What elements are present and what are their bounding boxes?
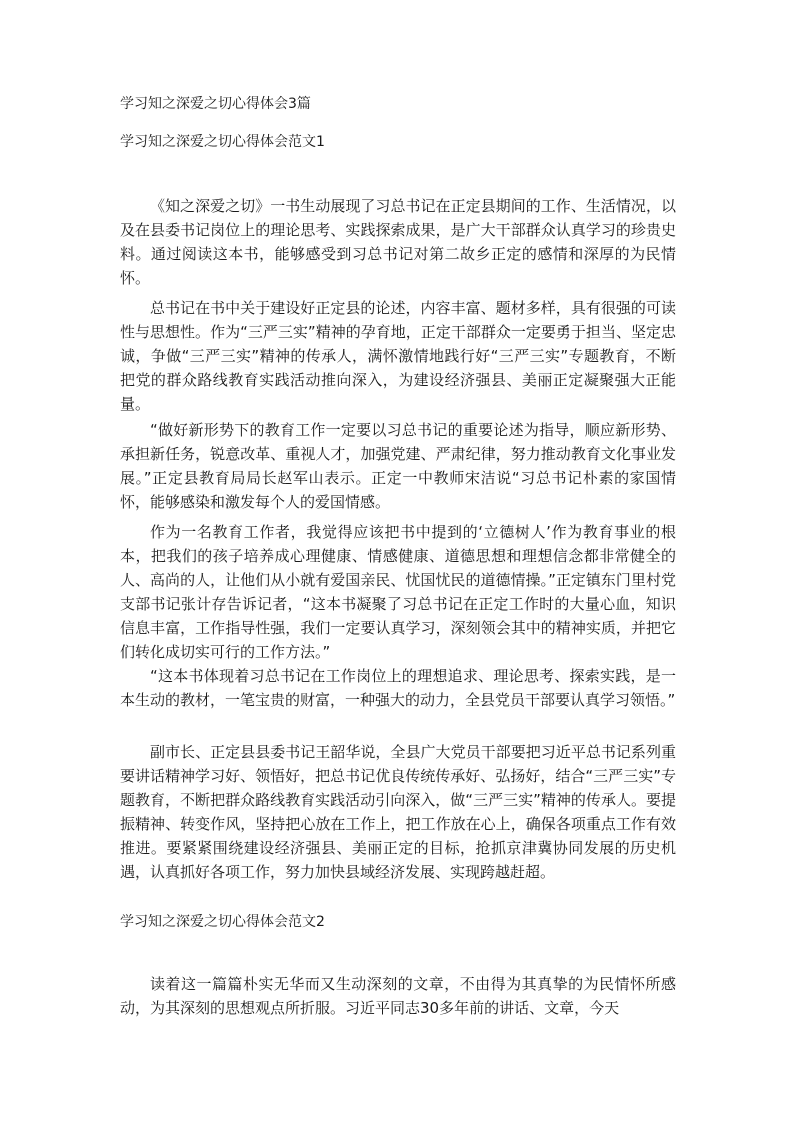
section-heading-2: 学习知之深爱之切心得体会范文2 [120,914,325,930]
paragraph: 总书记在书中关于建设好正定县的论述，内容丰富、题材多样，具有很强的可读性与思想性。作为“三严三实”精神的孕育地，正定干部群众一定要勇于担当、坚定忠诚，争做“三严三实”精神的传承人，满怀激情地践行好“三严三实”专题教育，不断把党的群众路线教育实践活动推向深入，为建设经济强县、美丽正定凝聚强大正能量。 [120,299,676,413]
paragraph: “这本书体现着习总书记在工作岗位上的理想追求、理论思考、探索实践，是一本生动的教材，一笔宝贵的财富，一种强大的动力，全县党员干部要认真学习领悟。” [120,667,676,709]
paragraph: 《知之深爱之切》一书生动展现了习总书记在正定县期间的工作、生活情况，以及在县委书记岗位上的理论思考、实践探索成果，是广大干部群众认真学习的珍贵史料。通过阅读这本书，能够感受到习总书记对第二故乡正定的感情和深厚的为民情怀。 [120,197,676,287]
section-heading-1: 学习知之深爱之切心得体会范文1 [120,134,325,150]
document-title: 学习知之深爱之切心得体会3篇 [120,96,311,112]
paragraph: “做好新形势下的教育工作一定要以习总书记的重要论述为指导，顺应新形势、承担新任务，锐意改革、重视人才，加强党建、严肃纪律，努力推动教育文化事业发展。”正定县教育局局长赵军山表示。正定一中教师宋洁说“习总书记朴素的家国情怀，能够感染和激发每个人的爱国情感。 [120,421,676,511]
paragraph: 读着这一篇篇朴实无华而又生动深刻的文章，不由得为其真挚的为民情怀所感动，为其深刻的思想观点所折服。习近平同志30多年前的讲话、文章，今天 [120,975,676,1017]
paragraph: 副市长、正定县县委书记王韶华说，全县广大党员干部要把习近平总书记系列重要讲话精神学习好、领悟好，把总书记优良传统传承好、弘扬好，结合“三严三实”专题教育，不断把群众路线教育实践活动引向深入，做“三严三实”精神的传承人。要提振精神、转变作风，坚持把心放在工作上，把工作放在心上，确保各项重点工作有效推进。要紧紧围绕建设经济强县、美丽正定的目标，抢抓京津冀协同发展的历史机遇，认真抓好各项工作，努力加快县域经济发展、实现跨越赶超。 [120,743,676,881]
paragraph: 作为一名教育工作者，我觉得应该把书中提到的‘立德树人’作为教育事业的根本，把我们的孩子培养成心理健康、情感健康、道德思想和理想信念都非常健全的人、高尚的人，让他们从小就有爱国亲民、忧国忧民的道德情操。”正定镇东门里村党支部书记张计存告诉记者，“这本书凝聚了习总书记在正定工作时的大量心血，知识信息丰富，工作指导性强，我们一定要认真学习，深刻领会其中的精神实质，并把它们转化成切实可行的工作方法。” [120,523,676,661]
